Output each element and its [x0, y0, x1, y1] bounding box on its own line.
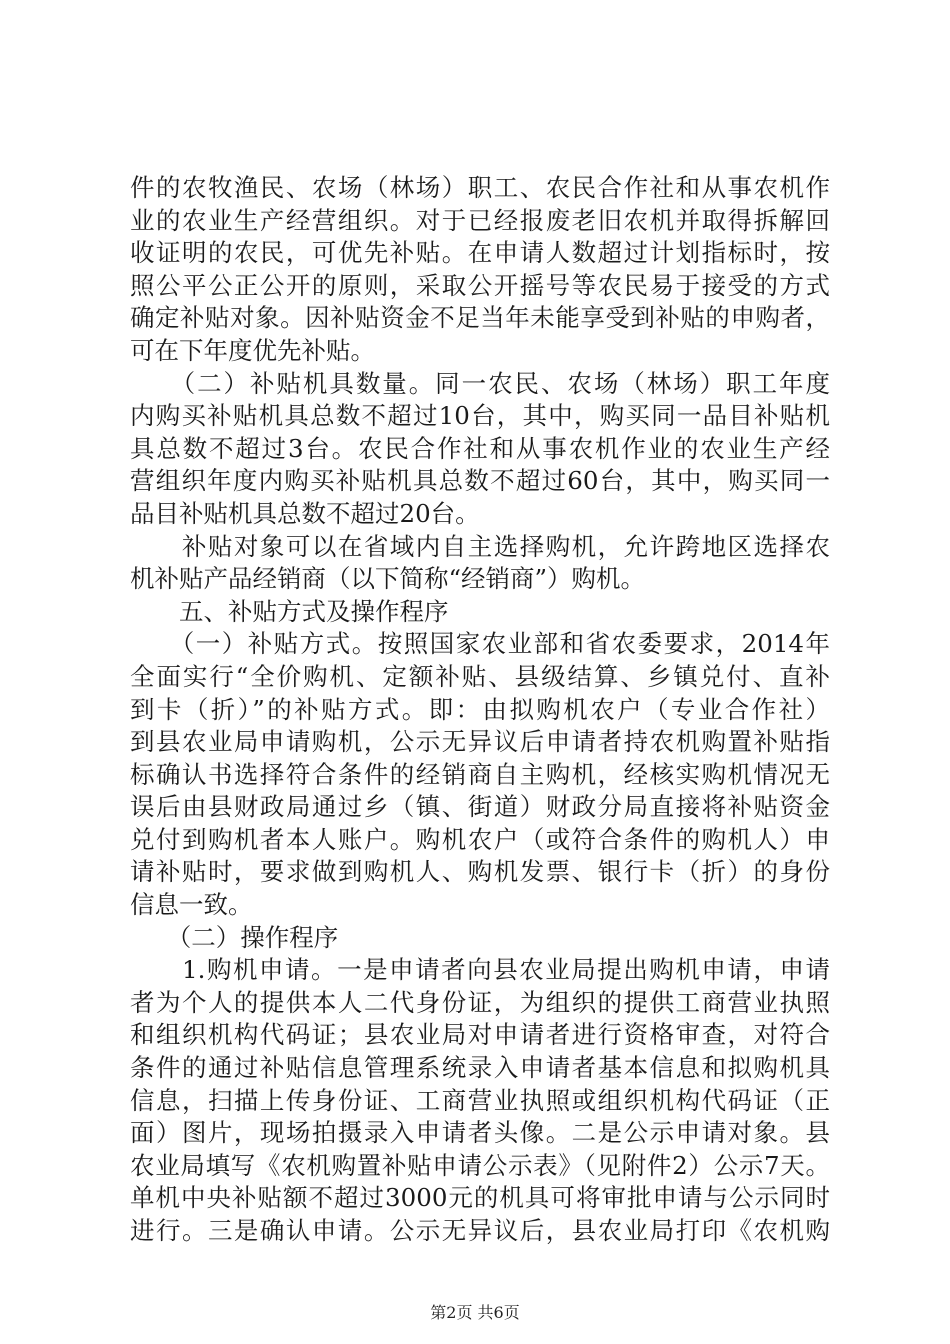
text-line: 收证明的农民，可优先补贴。在申请人数超过计划指标时，按	[130, 238, 830, 268]
text-line: （二）补贴机具数量。同一农民、农场（林场）职工年度	[130, 368, 830, 398]
text-line: 补贴对象可以在省域内自主选择购机，允许跨地区选择农	[130, 531, 830, 561]
text-line: 条件的通过补贴信息管理系统录入申请者基本信息和拟购机具	[130, 1053, 830, 1083]
text-line: 和组织机构代码证；县农业局对申请者进行资格审查，对符合	[130, 1020, 830, 1050]
text-line: 业的农业生产经营组织。对于已经报废老旧农机并取得拆解回	[130, 205, 830, 235]
text-line: 五、补贴方式及操作程序	[130, 596, 449, 626]
text-line: 农业局填写《农机购置补贴申请公示表》（见附件2）公示7天。	[130, 1150, 830, 1180]
text-line: 机补贴产品经销商（以下简称“经销商”）购机。	[130, 564, 646, 594]
text-line: 信息，扫描上传身份证、工商营业执照或组织机构代码证（正	[130, 1085, 830, 1115]
text-line: 信息一致。	[130, 890, 253, 920]
text-line: 请补贴时，要求做到购机人、购机发票、银行卡（折）的身份	[130, 857, 830, 887]
text-line: 到卡（折）”的补贴方式。即：由拟购机农户（专业合作社）	[130, 694, 830, 724]
page-footer: 第2页 共6页	[430, 1303, 520, 1322]
text-line: 照公平公正公开的原则，采取公开摇号等农民易于接受的方式	[130, 270, 830, 300]
text-line: 进行。三是确认申请。公示无异议后，县农业局打印《农机购	[130, 1216, 830, 1245]
text-line: 确定补贴对象。因补贴资金不足当年未能享受到补贴的申购者，	[130, 303, 830, 333]
text-line: 者为个人的提供本人二代身份证，为组织的提供工商营业执照	[130, 987, 830, 1017]
text-line: 内购买补贴机具总数不超过10台，其中，购买同一品目补贴机	[130, 401, 830, 431]
text-line: 件的农牧渔民、农场（林场）职工、农民合作社和从事农机作	[130, 173, 830, 202]
text-line: （一）补贴方式。按照国家农业部和省农委要求，2014年	[130, 629, 830, 659]
text-line: 误后由县财政局通过乡（镇、街道）财政分局直接将补贴资金	[130, 792, 830, 822]
body-text	[130, 172, 830, 1248]
text-line: 品目补贴机具总数不超过20台。	[130, 498, 480, 528]
text-line: 标确认书选择符合条件的经销商自主购机，经核实购机情况无	[130, 759, 830, 789]
text-line: 兑付到购机者本人账户。购机农户（或符合条件的购机人）申	[130, 824, 830, 854]
text-line: 具总数不超过3台。农民合作社和从事农机作业的农业生产经	[130, 433, 830, 463]
text-line: 1.购机申请。一是申请者向县农业局提出购机申请，申请	[130, 955, 830, 985]
text-line: 可在下年度优先补贴。	[130, 335, 375, 365]
text-line: 全面实行“全价购机、定额补贴、县级结算、乡镇兑付、直补	[130, 661, 830, 691]
text-line: 面）图片，现场拍摄录入申请者头像。二是公示申请对象。县	[130, 1118, 830, 1148]
text-line: 单机中央补贴额不超过3000元的机具可将审批申请与公示同时	[130, 1183, 830, 1213]
text-line: 营组织年度内购买补贴机具总数不超过60台，其中，购买同一	[130, 466, 830, 496]
text-line: （二）操作程序	[130, 922, 339, 952]
text-line: 到县农业局申请购机，公示无异议后申请者持农机购置补贴指	[130, 727, 830, 757]
